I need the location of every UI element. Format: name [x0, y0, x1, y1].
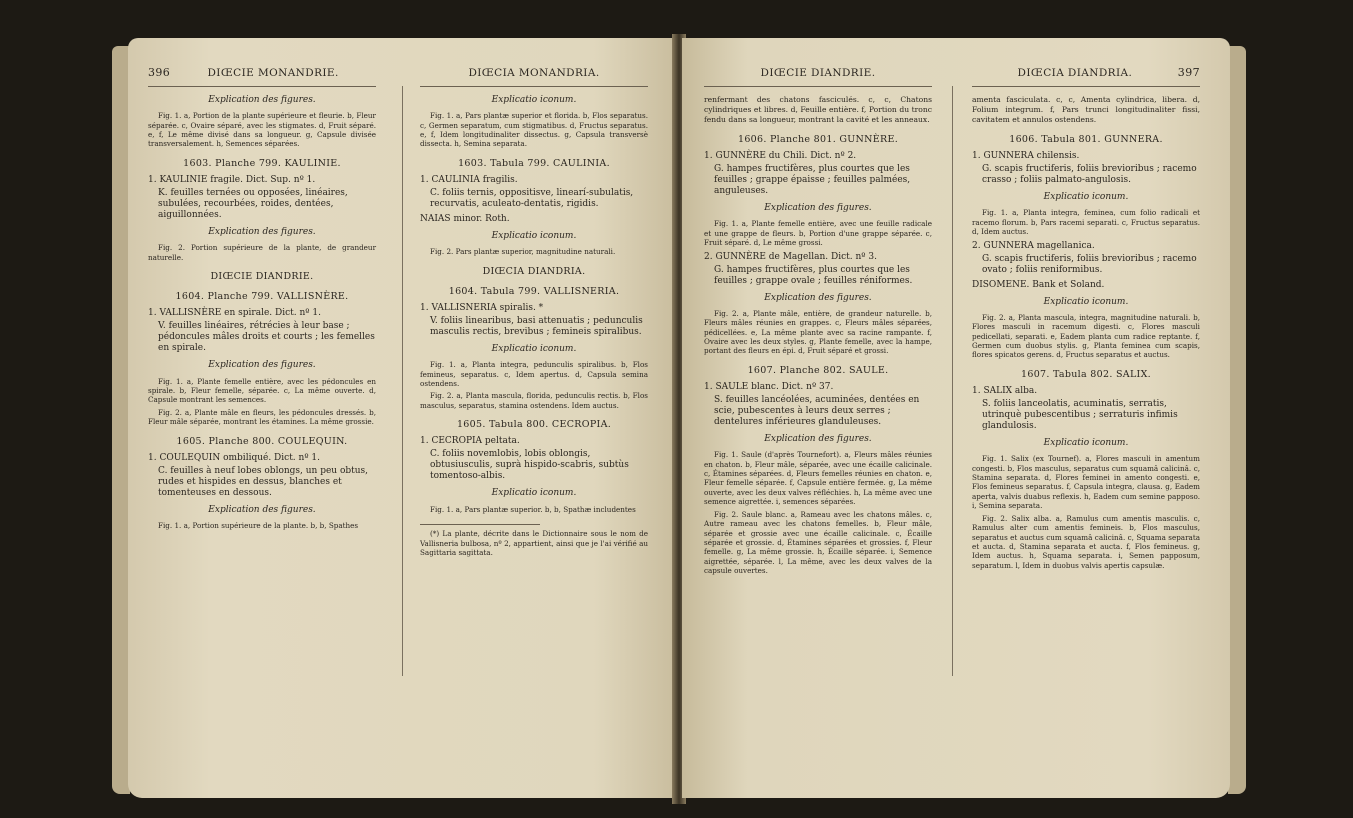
section-heading: Explication des figures. [208, 504, 316, 515]
section-heading: Explicatio iconum. [491, 488, 577, 499]
species-diagnosis: K. feuilles ternées ou opposées, linéaires, subulées, recourbées, roides, dentées, aiguillonnées. [158, 188, 348, 221]
species-entry: 1. VALLISNÈRE en spirale. Dict. nº 1. [148, 308, 321, 319]
running-head [704, 68, 932, 84]
species-entry: 1. GUNNERA chilensis. [972, 151, 1080, 162]
section-heading: Explicatio iconum. [1043, 438, 1129, 449]
figure-caption: Fig. 1. a, Portion de la plante supérieure et fleurie. b, Fleur séparée. c, Ovaire séparé, avec les stigmates. d, Fruit séparé. e, f, Le même divisé dans sa longueur. g, Capsule divisée transversalement. h, Semences séparées. [148, 111, 376, 149]
species-diagnosis: G. scapis fructiferis, foliis brevioribus ; racemo crasso ; foliis palmato-angulosis. [982, 164, 1197, 186]
column-divider [952, 86, 953, 676]
species-entry: 2. GUNNÈRE de Magellan. Dict. nº 3. [704, 251, 877, 262]
figure-caption: Fig. 1. a, Plante femelle entière, avec les pédoncules en spirale. b, Fleur femelle, séparée. c, La même ouverte. d, Capsule montrant les semences. [148, 376, 376, 405]
left-french-column [148, 68, 376, 534]
figure-caption: Fig. 1. a, Portion supérieure de la plante. b, b, Spathes [158, 521, 359, 531]
species-diagnosis: S. feuilles lancéolées, acuminées, dentées en scie, pubescentes à leurs deux serres ; dentelures inférieures glanduleuses. [714, 395, 920, 428]
species-entry: 1. SALIX alba. [972, 386, 1038, 397]
species-diagnosis: V. foliis linearibus, basi attenuatis ; pedunculis masculis rectis, brevibus ; femineis spiralibus. [430, 316, 643, 338]
figure-caption: Fig. 2. Pars plantæ superior, magnitudine naturali. [430, 247, 616, 257]
running-title: DIŒCIE MONANDRIE. [207, 67, 339, 79]
column-divider [402, 86, 403, 676]
page-number: 397 [1177, 66, 1200, 79]
figure-caption: Fig. 2. Portion supérieure de la plante, de grandeur naturelle. [148, 243, 376, 262]
right-latin-column [972, 68, 1200, 573]
section-heading: Explication des figures. [208, 95, 316, 105]
plate-heading: 1604. Tabula 799. VALLISNERIA. [448, 285, 620, 297]
plate-heading: 1605. Tabula 800. CECROPIA. [456, 419, 612, 431]
continued-text: amenta fasciculata. c, c, Amenta cylindrica, libera. d, Folium integrum. f, Pars trunci longitudinaliter fissi, cavitatem et annulos ostendens. [972, 95, 1200, 124]
species-entry: 2. GUNNERA magellanica. [972, 240, 1095, 251]
plate-heading: 1607. Tabula 802. SALIX. [1021, 368, 1151, 380]
header-rule [972, 86, 1200, 87]
figure-caption: Fig. 2. a, Plante mâle en fleurs, les pédoncules dressés. b, Fleur mâle séparée, montrant les étamines. La même grossie. [148, 407, 376, 427]
species-diagnosis: V. feuilles linéaires, rétrécies à leur base ; pédoncules mâles droits et courts ; les femelles en spirale. [158, 321, 375, 354]
header-rule [148, 86, 376, 87]
header-rule [704, 86, 932, 87]
figure-caption: Fig. 1. Saule (d'après Tournefort). a, Fleurs mâles réunies en chaton. b, Fleur mâle, séparée, avec une écaille calicinale. c, Étamines séparées. d, Fleurs femelles réunies en chaton. e, Fleur femelle séparée. f, Capsule entière fermée. g, La même ouverte, avec les deux valves réfléchies. h, La même avec une semence aigrettée. i, semences séparées. [704, 450, 932, 507]
species-diagnosis: C. foliis novemlobis, lobis oblongis, obtusiusculis, suprà hispido-scabris, subtùs tomentoso-albis. [430, 449, 629, 482]
figure-caption: Fig. 2. Salix alba. a, Ramulus cum amentis masculis. c, Ramulus alter cum amentis femineis. b, Flos masculus, separatus et auctus cum squamâ calicinâ. c, Squama separata et aucta. d, Stamina separata et aucta. f, Flos femineus. g, Idem auctus. h, Squama separata. i, Semen papposum, separatum. l, Idem in duobus valvis apertis capsulæ. [972, 513, 1200, 570]
species-entry: 1. CAULINIA fragilis. [420, 175, 518, 186]
running-title: DIŒCIA DIANDRIA. [1017, 67, 1133, 79]
species-diagnosis: G. scapis fructiferis, foliis brevioribus ; racemo ovato ; foliis reniformibus. [982, 253, 1197, 275]
species-entry: 1. VALLISNERIA spiralis. * [420, 303, 544, 314]
section-heading: Explication des figures. [208, 360, 316, 371]
running-head [148, 68, 376, 84]
figure-caption: Fig. 1. a, Planta integra, pedunculis spiralibus. b, Flos femineus, separatus. c, Idem apertus. d, Capsula semina ostendens. [420, 360, 648, 389]
figure-caption: Fig. 1. a, Planta integra, feminea, cum folio radicali et racemo florum. b, Pars racemi separati. c, Fructus separatus. d, Idem auctus. [972, 208, 1200, 237]
species-diagnosis: C. foliis ternis, oppositisve, linearí-subulatis, recurvatis, aculeato-dentatis, rigidis. [430, 188, 634, 210]
running-title: DIŒCIE DIANDRIE. [760, 67, 876, 79]
section-heading: Explication des figures. [764, 292, 872, 303]
plate-heading: 1603. Tabula 799. CAULINIA. [458, 157, 610, 169]
section-heading: Explicatio iconum. [1043, 296, 1129, 307]
text-blocks [972, 135, 1200, 570]
figure-caption: Fig. 1. a, Plante femelle entière, avec une feuille radicale et une grappe de fleurs. b, Portion d'une grappe séparée. c, Fruit séparé. d, Le même grossi. [704, 219, 932, 248]
section-heading: Explicatio iconum. [491, 344, 577, 355]
figure-caption: Fig. 1. a, Pars plantæ superior. b, b, Spathæ includentes [430, 504, 636, 514]
header-rule [420, 86, 648, 87]
section-heading: Explicatio iconum. [1043, 192, 1129, 203]
footnote-rule [420, 524, 540, 525]
species-entry: 1. COULEQUIN ombiliqué. Dict. nº 1. [148, 452, 321, 463]
plate-heading: DIŒCIE DIANDRIE. [210, 271, 314, 283]
plate-heading: 1604. Planche 799. VALLISNÈRE. [175, 291, 349, 303]
plate-heading: 1606. Planche 801. GUNNÈRE. [737, 134, 899, 145]
species-entry: 1. CECROPIA peltata. [420, 436, 520, 447]
left-page [128, 38, 676, 798]
text-blocks [420, 95, 648, 514]
running-head [420, 68, 648, 84]
plate-heading: DIŒCIA DIANDRIA. [482, 265, 586, 277]
footnote: (*) La plante, décrite dans le Dictionnaire sous le nom de Vallisneria bulbosa, nº 2, appartient, ainsi que je l'ai vérifié au Sagittaria sagittata. [420, 529, 648, 557]
species-entry: 1. SAULE blanc. Dict. nº 37. [704, 382, 834, 393]
plate-heading: 1607. Planche 802. SAULE. [747, 364, 889, 376]
figure-caption: Fig. 2. a, Plante mâle, entière, de grandeur naturelle. b, Fleurs mâles réunies en grappes. c, Fleurs mâles séparées, pédicellées. e, La même plante avec sa racine rampante. f, Ovaire avec les deux styles. g, Plante femelle, avec la hampe, portant des fleurs en épi. d, Fruit séparé et grossi. [704, 308, 932, 356]
figure-caption: Fig. 2. a, Planta mascula, integra, magnitudine naturali. b, Flores masculi in racemum digesti. c, Flores masculi pedicellati, separati. e, Eadem planta cum radice reptante. f, Germen cum duobus stylis. g, Planta feminea cum scapis, flores spicatos gerens. d, Fructus separatus et auctus. [972, 312, 1200, 360]
page-edges-right [1228, 46, 1246, 794]
figure-caption: Fig. 2. Saule blanc. a, Rameau avec les chatons mâles. c, Autre rameau avec les chatons femelles. b, Fleur mâle, séparée et grossie avec une écaille calicinale. c, Écaille séparée et grossie. d, Étamines séparées et grossies. f, Fleur femelle. g, La même grossie. h, Écaille séparée. i, Semence aigrettée, séparée. l, La même, avec les deux valves de la capsule ouvertes. [704, 509, 932, 576]
species-entry: 1. GUNNÈRE du Chili. Dict. nº 2. [704, 151, 857, 162]
running-head [972, 68, 1200, 84]
text-blocks [148, 95, 376, 531]
figure-caption: Fig. 2. a, Planta mascula, florida, pedunculis rectis. b, Flos masculus, separatus, stamina ostendens. Idem auctus. [420, 391, 648, 410]
section-heading: Explicatio iconum. [491, 231, 577, 242]
right-french-column [704, 68, 932, 579]
left-latin-column [420, 68, 648, 560]
right-page [682, 38, 1230, 798]
page-number: 396 [148, 66, 171, 79]
plate-heading: 1606. Tabula 801. GUNNERA. [1009, 134, 1163, 145]
section-heading: Explication des figures. [764, 203, 872, 214]
section-heading: Explication des figures. [208, 227, 316, 238]
running-title: DIŒCIA MONANDRIA. [468, 67, 600, 79]
figure-caption: Fig. 1. Salix (ex Tournef). a, Flores masculi in amentum congesti. b, Flos masculus, separatus cum squamâ calicinâ. c, Stamina separata. d, Flores feminei in amento congesti. e, Flos femineus separatus. f, Capsula integra, clausa. g, Eadem aperta, valvis duabus reflexis. h, Eadem cum semine papposo. i, Semina separata. [972, 454, 1200, 511]
species-entry: DISOMENE. Bank et Soland. [972, 279, 1105, 290]
species-diagnosis: G. hampes fructifères, plus courtes que les feuilles ; grappe ovale ; feuilles réniformes. [714, 264, 913, 286]
section-heading: Explicatio iconum. [491, 95, 577, 105]
text-blocks [704, 135, 932, 576]
species-diagnosis: C. feuilles à neuf lobes oblongs, un peu obtus, rudes et hispides en dessus, blanches et tomenteuses en dessous. [158, 465, 369, 498]
plate-heading: 1605. Planche 800. COULEQUIN. [176, 435, 348, 447]
species-entry: NAIAS minor. Roth. [420, 214, 510, 225]
species-diagnosis: S. foliis lanceolatis, acuminatis, serratis, utrinquè pubescentibus ; serraturis infimis glandulosis. [982, 399, 1178, 432]
species-entry: 1. KAULINIE fragile. Dict. Sup. nº 1. [148, 175, 316, 186]
section-heading: Explication des figures. [764, 434, 872, 445]
species-diagnosis: G. hampes fructifères, plus courtes que les feuilles ; grappe épaisse ; feuilles palmées, anguleuses. [714, 164, 911, 197]
continued-text: renfermant des chatons fasciculés. c, c, Chatons cylindriques et libres. d, Feuille entière. f, Portion du tronc fendu dans sa longueur, montrant la cavité et les anneaux. [704, 95, 932, 124]
plate-heading: 1603. Planche 799. KAULINIE. [183, 157, 341, 169]
figure-caption: Fig. 1. a, Pars plantæ superior et florida. b, Flos separatus. c, Germen separatum, cum stigmatibus. d, Fructus separatus. e, f, Idem longitudinaliter dissectus. g, Capsula transversè dissecta. h, Semina separata. [420, 111, 648, 149]
